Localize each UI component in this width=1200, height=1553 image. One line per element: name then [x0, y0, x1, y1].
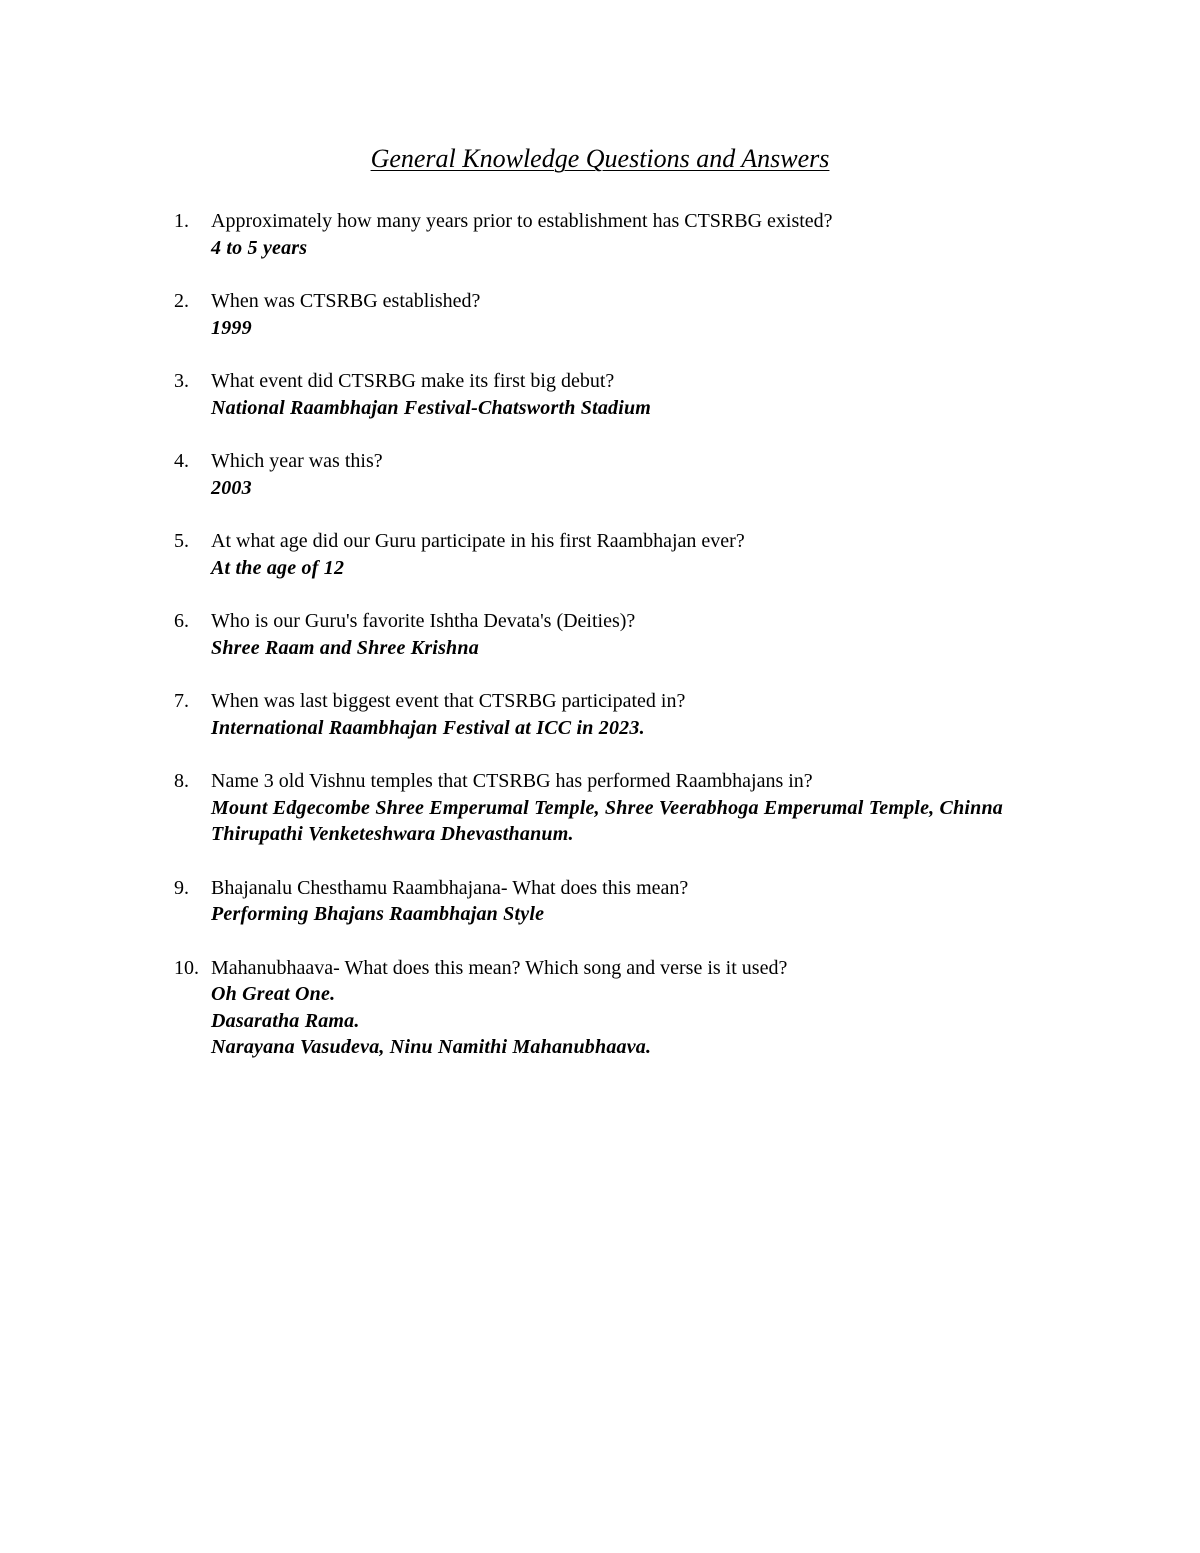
qa-body: [211, 448, 1011, 501]
item-number: 9.: [174, 876, 189, 899]
answer-text: Performing Bhajans Raambhajan Style: [211, 903, 545, 925]
item-number: 4.: [174, 450, 189, 472]
qa-item: [0, 875, 1200, 928]
answer-text: 2003: [211, 476, 252, 499]
answer-text: National Raambhajan Festival-Chatsworth Stadium: [211, 396, 652, 419]
item-number: 6.: [174, 610, 189, 632]
qa-item: [0, 368, 1200, 421]
qa-list: [0, 208, 1200, 1088]
qa-item: [0, 688, 1200, 741]
question-text: When was last biggest event that CTSRBG participated in?: [211, 690, 686, 712]
qa-item: [0, 288, 1200, 341]
qa-body: [211, 955, 1011, 1061]
qa-item: [0, 448, 1200, 501]
item-number: 8.: [174, 770, 189, 792]
answer-text: Dasaratha Rama.: [211, 1009, 360, 1032]
item-number: 5.: [174, 530, 189, 552]
qa-item: [0, 528, 1200, 581]
qa-body: [211, 208, 1011, 261]
answer-text: 4 to 5 years: [211, 236, 308, 259]
item-number: 2.: [174, 290, 189, 312]
question-text: Bhajanalu Chesthamu Raambhajana- What does this mean?: [211, 876, 689, 899]
item-number: 10.: [174, 956, 199, 979]
item-number: 3.: [174, 370, 189, 392]
qa-body: [211, 528, 1011, 581]
question-text: Mahanubhaava- What does this mean? Which song and verse is it used?: [211, 956, 788, 979]
answer-text: 1999: [211, 316, 252, 339]
qa-body: [211, 288, 1011, 341]
item-number: 1.: [174, 210, 189, 232]
qa-item: [0, 608, 1200, 661]
page-title: General Knowledge Questions and Answers: [370, 144, 830, 173]
qa-body: [211, 875, 1011, 928]
question-text: Who is our Guru's favorite Ishtha Devata's (Deities)?: [211, 610, 636, 632]
question-text: Name 3 old Vishnu temples that CTSRBG has performed Raambhajans in?: [211, 770, 813, 792]
qa-item: [0, 768, 1200, 848]
item-number: 7.: [174, 690, 189, 712]
answer-text: International Raambhajan Festival at ICC in 2023.: [211, 716, 645, 739]
answer-text: Oh Great One.: [211, 983, 336, 1005]
qa-body: [211, 768, 1011, 848]
qa-body: [211, 608, 1011, 661]
qa-item: [0, 955, 1200, 1061]
answer-text: At the age of 12: [211, 556, 345, 579]
question-text: At what age did our Guru participate in his first Raambhajan ever?: [211, 530, 745, 552]
qa-item: [0, 208, 1200, 261]
answer-text: Narayana Vasudeva, Ninu Namithi Mahanubhaava.: [211, 1036, 652, 1058]
question-text: When was CTSRBG established?: [211, 290, 481, 312]
answer-text: Shree Raam and Shree Krishna: [211, 636, 479, 659]
answer-text: Mount Edgecombe Shree Emperumal Temple, Shree Veerabhoga Emperumal Temple, Chinna Thirupathi Venketeshwara Dhevasthanum.: [211, 796, 1004, 845]
question-text: Approximately how many years prior to establishment has CTSRBG existed?: [211, 210, 833, 232]
qa-body: [211, 688, 1011, 741]
qa-body: [211, 368, 1011, 421]
question-text: Which year was this?: [211, 450, 383, 472]
question-text: What event did CTSRBG make its first big debut?: [211, 370, 615, 392]
